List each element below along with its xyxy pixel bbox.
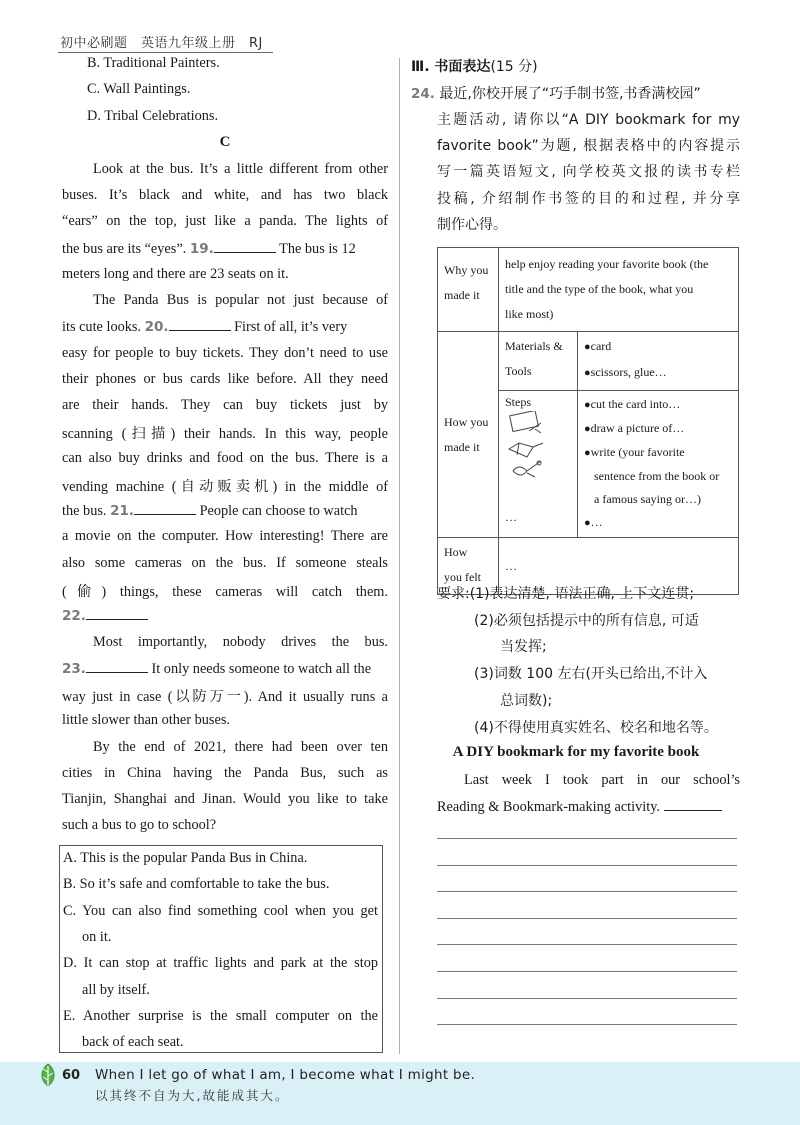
blank-number-20: 20. xyxy=(144,319,169,335)
option-a: A. This is the popular Panda Bus in China. xyxy=(63,850,308,866)
prompt-line: 主题活动, 请你以“A DIY bookmark for my xyxy=(437,112,740,128)
passage-line: By the end of 2021, there had been over ten xyxy=(93,739,388,755)
passage-line: the bus are its “eyes”. 19. The bus is 12 xyxy=(62,241,356,257)
writing-line[interactable] xyxy=(437,971,737,972)
writing-line[interactable] xyxy=(437,891,737,892)
how-label-cell: How you made it xyxy=(438,332,499,538)
materials-label-cell: Materials & Tools xyxy=(499,332,578,391)
prompt-line: favorite book”为题, 根据表格中的内容提示 xyxy=(437,138,740,154)
passage-line: its cute looks. 20. First of all, it’s very xyxy=(62,319,348,335)
option-e: E. Another surprise is the small computer on the xyxy=(63,1008,378,1024)
writing-line[interactable] xyxy=(437,838,737,839)
passage-line: The Panda Bus is popular not just because of xyxy=(93,292,388,308)
writing-line[interactable] xyxy=(437,918,737,919)
column-divider xyxy=(399,58,400,1054)
option-c: C. You can also find something cool when you get xyxy=(63,903,378,919)
section-title: Ⅲ. 书面表达(15 分) xyxy=(411,59,538,75)
passage-line: way just in case (以防万一). And it usually runs a xyxy=(62,689,388,705)
passage-line: also some cameras on the bus. If someone steals xyxy=(62,555,388,571)
steps-label-cell: Steps … xyxy=(499,391,578,538)
steps-illustration-icon xyxy=(505,411,553,503)
felt-label-cell: How you felt xyxy=(438,538,499,595)
blank-number-23: 23. xyxy=(62,661,86,677)
answer-blank-22[interactable] xyxy=(86,607,148,620)
blank-number-22: 22. xyxy=(62,608,86,624)
section-score: (15 分) xyxy=(490,59,538,75)
leaf-icon xyxy=(36,1062,60,1088)
requirement-line: 当发挥; xyxy=(500,639,547,655)
running-header xyxy=(60,32,263,51)
question-number: 24. xyxy=(411,86,435,102)
felt-content-cell: … xyxy=(499,538,739,595)
passage-line: such a bus to go to school? xyxy=(62,817,217,833)
prev-option-b: B. Traditional Painters. xyxy=(87,55,220,71)
option-c-cont: on it. xyxy=(82,929,112,945)
answer-blank-21[interactable] xyxy=(134,502,196,515)
passage-line: little slower than other buses. xyxy=(62,712,230,728)
passage-line: can also buy drinks and food on the bus. There is a xyxy=(62,450,388,466)
writing-line[interactable] xyxy=(437,1024,737,1025)
section-heading-c: C xyxy=(219,134,231,150)
passage-line: the bus. 21. People can choose to watch xyxy=(62,503,358,519)
page-footer xyxy=(0,1062,800,1125)
prev-option-c: C. Wall Paintings. xyxy=(87,81,191,97)
answer-blank-23[interactable] xyxy=(86,660,148,673)
passage-line: vending machine (自动贩卖机) in the middle of xyxy=(62,479,388,495)
passage-line: Most importantly, nobody drives the bus. xyxy=(93,634,388,650)
requirement-line: (2)必须包括提示中的所有信息, 可适 xyxy=(474,613,699,629)
footer-quote-chinese: 以其终不自为大,故能成其大。 xyxy=(95,1088,290,1103)
passage-line xyxy=(62,607,148,625)
book-title: 初中必刷题 英语九年级上册 RJ xyxy=(60,36,263,51)
passage-line: (偷) things, these cameras will catch them. xyxy=(62,584,388,600)
passage-line: are their hands. They can buy tickets just by xyxy=(62,397,388,413)
answer-blank-19[interactable] xyxy=(214,240,276,253)
writing-line[interactable] xyxy=(437,998,737,999)
answer-blank-20[interactable] xyxy=(169,318,231,331)
requirement-line: 要求:(1)表达清楚, 语法正确, 上下文连贯; xyxy=(437,586,695,602)
passage-line: buses. It’s black and white, and has two black xyxy=(62,187,388,203)
requirement-line: (3)词数 100 左右(开头已给出,不计入 xyxy=(474,666,708,682)
passage-line: scanning (扫描) their hands. In this way, people xyxy=(62,426,388,442)
passage-line: easy for people to buy tickets. They don’t need to use xyxy=(62,345,388,361)
header-rule xyxy=(58,52,273,53)
essay-start-line: Reading & Bookmark-making activity. xyxy=(437,798,722,816)
steps-content-cell: ●cut the card into… ●draw a picture of… ●write (your favorite sentence from the book or a famous saying or…) ●… xyxy=(578,391,739,538)
passage-line: their phones or bus cards like before. All they need xyxy=(62,371,388,387)
blank-number-21: 21. xyxy=(110,503,134,519)
passage-line: cities in China having the Panda Bus, such as xyxy=(62,765,388,781)
options-box xyxy=(59,845,383,1053)
passage-line: “ears” on the top, just like a panda. The lights of xyxy=(62,213,388,229)
essay-title: A DIY bookmark for my favorite book xyxy=(452,744,700,760)
requirement-line: 总词数); xyxy=(500,693,553,709)
passage-line: Tianjin, Shanghai and Jinan. Would you like to take xyxy=(62,791,388,807)
prompt-line: 写一篇英语短文, 向学校英文报的读书专栏 xyxy=(437,164,740,180)
essay-writing-blank[interactable] xyxy=(664,798,722,811)
prompt-line: 24. 最近,你校开展了“巧手制书签,书香满校园” xyxy=(411,86,701,102)
why-content-cell: help enjoy reading your favorite book (the title and the type of the book, what you like most) xyxy=(499,248,739,332)
passage-line: Look at the bus. It’s a little different from other xyxy=(93,161,388,177)
passage-line: a movie on the computer. How interesting! There are xyxy=(62,528,388,544)
materials-content-cell: ●card ●scissors, glue… xyxy=(578,332,739,391)
hint-table xyxy=(437,247,739,595)
option-e-cont: back of each seat. xyxy=(82,1034,184,1050)
prev-option-d: D. Tribal Celebrations. xyxy=(87,108,219,124)
prompt-line: 投稿, 介绍制作书签的目的和过程, 并分享 xyxy=(437,191,740,207)
prompt-line: 制作心得。 xyxy=(437,217,507,233)
requirement-line: (4)不得使用真实姓名、校名和地名等。 xyxy=(474,720,718,736)
passage-line: 23. It only needs someone to watch all the xyxy=(62,661,372,677)
blank-number-19: 19. xyxy=(189,241,214,257)
option-b: B. So it’s safe and comfortable to take the bus. xyxy=(63,876,330,892)
option-d: D. It can stop at traffic lights and park at the stop xyxy=(63,955,378,971)
why-label-cell: Why you made it xyxy=(438,248,499,332)
page-number: 60 xyxy=(62,1068,81,1083)
footer-quote-english: When I let go of what I am, I become what I might be. xyxy=(95,1067,476,1083)
writing-line[interactable] xyxy=(437,944,737,945)
passage-line: meters long and there are 23 seats on it. xyxy=(62,266,289,282)
essay-start-line: Last week I took part in our school’s xyxy=(464,772,740,788)
option-d-cont: all by itself. xyxy=(82,982,150,998)
writing-line[interactable] xyxy=(437,865,737,866)
